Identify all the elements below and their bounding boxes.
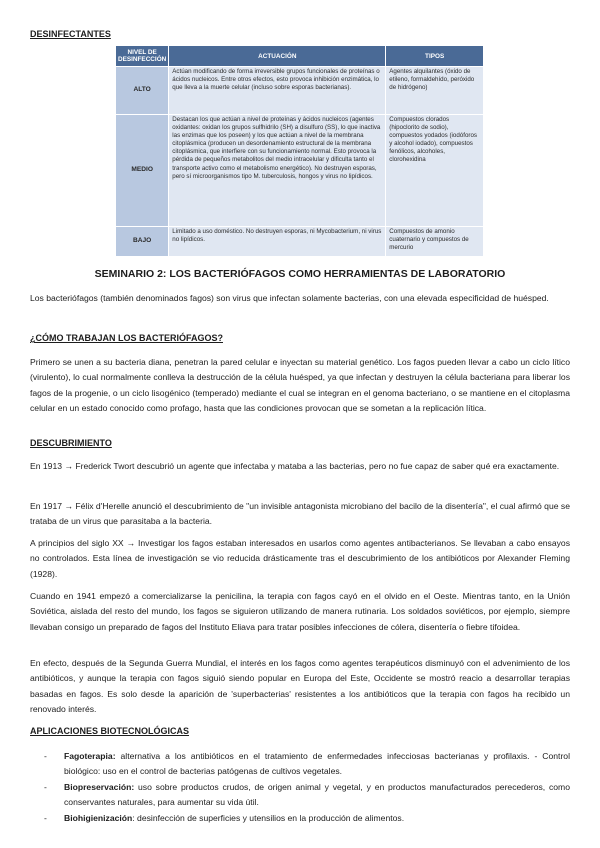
bullet-dash: - (44, 812, 47, 823)
discovery-paragraph: Cuando en 1941 empezó a comercializarse la penicilina, la terapia con fagos cayó en el olvido en el Oeste. Mientras tanto, en la Unión Soviética, aislada del resto del mundo, los fagos se siguieron utilizando de manera rutinaria. Los soldados soviéticos, por ejemplo, siempre llevaban consigo un preparado de fagos del Instituto Eliava para tratar posibles infecciones de cólera, disentería o fiebre tifoidea. (30, 591, 570, 632)
applications-list (30, 749, 570, 826)
bullet-dash: - (44, 751, 47, 761)
table-row (116, 115, 484, 227)
header-level: NIVEL DE DESINFECCIÓN (116, 46, 169, 67)
row-action: Limitado a uso doméstico. No destruyen esporas, ni Mycobacterium, ni virus no lipídicos. (169, 227, 386, 257)
desinfectantes-heading: DESINFECTANTES (30, 29, 111, 39)
discovery-paragraph: En 1913 → Frederick Twort descubrió un agente que infectaba y mataba a las bacterias, pero no fue capaz de saber qué era exactamente. (30, 461, 560, 471)
list-item (30, 811, 570, 826)
item-text: uso sobre productos crudos, de origen animal y vegetal, y en productos manufacturados perecederos, como conservantes naturales, para aumentar su vida útil. (64, 781, 570, 808)
row-types: Compuestos clorados (hipoclorito de sodio), compuestos yodados (iodóforos y alcohol iodado), compuestos fenólicos, alcoholes, clorohexidina (386, 115, 484, 227)
list-item (30, 780, 570, 811)
row-level: BAJO (116, 227, 169, 257)
header-types: TIPOS (386, 46, 484, 67)
item-term: Fagoterapia: (64, 751, 116, 761)
discovery-paragraph: En 1917 → Félix d'Herelle anunció el descubrimiento de "un invisible antagonista microbiano del bacilo de la disentería", el cual afirmó que se trataba de un virus que parasitaba a la bacteria. (30, 501, 570, 527)
item-text: : desinfección de superficies y utensilios en la producción de alimentos. (132, 812, 405, 823)
item-term: Biopreservación: (64, 781, 135, 792)
how-paragraph: Primero se unen a su bacteria diana, penetran la pared celular e inyectan su material genético. Los fagos pueden llevar a cabo un ciclo lítico (virulento), lo cual normalmente conlleva la destrucción de la célula huésped, ya que infectan y destruyen la célula bacteriana para liberar los fagos de la progenie, o un ciclo lisogénico (temperado) mediante el cual se integran en el genoma bacteriano, o se mantiene en el citoplasma celular en un estado conocido como profago, hasta que las condiciones provocan que se sometan a la replicación lítica. (30, 357, 570, 414)
intro-paragraph: Los bacteriófagos (también denominados fagos) son virus que infectan solamente bacterias, con una elevada especificidad de huésped. (30, 293, 549, 303)
row-action: Destacan los que actúan a nivel de proteínas y ácidos nucleicos (agentes oxidantes: oxidan los grupos sulfhidrilo (SH) a disulfuro (SS), lo que inactiva las enzimas que los poseen) y los que actúan a nivel de la membrana citoplásmica (producen un desordenamiento estructural de la membrana citoplásmica, que interfiere con su funcionamiento normal. Esto provoca la pérdida de pequeños metabolitos del medio intracelular y dificulta tanto el transporte activo como el metabolismo energético). No destruyen esporas, pero sí microorganismos tipo M. tuberculosis, hongos y virus no lipídicos. (169, 115, 386, 227)
table-row (116, 67, 484, 115)
discovery-heading: DESCUBRIMIENTO (30, 438, 112, 448)
item-term: Biohigienización (64, 812, 133, 823)
discovery-paragraph: A principios del siglo XX → Investigar los fagos estaban interesados en usarlos como agentes antibacterianos. Se llevaban a cabo ensayos no controlados. Esta línea de investigación se vio reducida drásticamente tras el descubrimiento de los antibióticos por Alexander Fleming (1928). (30, 538, 570, 579)
row-level: ALTO (116, 67, 169, 115)
row-types: Compuestos de amonio cuaternario y compuestos de mercurio (386, 227, 484, 257)
table-row (116, 227, 484, 257)
header-action: ACTUACIÓN (169, 46, 386, 67)
row-types: Agentes alquilantes (óxido de etileno, formaldehído, peróxido de hidrógeno) (386, 67, 484, 115)
row-action: Actúan modificando de forma irreversible grupos funcionales de proteínas o ácidos nucleicos. Entre otros efectos, esto provoca inhibición enzimática, lo que lleva a la muerte celular (incluso sobre esporas bacterianas). (169, 67, 386, 115)
seminar-title: SEMINARIO 2: LOS BACTERIÓFAGOS COMO HERRAMIENTAS DE LABORATORIO (94, 268, 506, 280)
how-heading: ¿CÓMO TRABAJAN LOS BACTERIÓFAGOS? (30, 333, 223, 343)
discovery-paragraph: En efecto, después de la Segunda Guerra Mundial, el interés en los fagos como agentes terapéuticos disminuyó con el advenimiento de los antibióticos, y aunque la terapia con fagos siguió siendo popular en Europa del Este, Occidente se mostró reacio a desarrollar terapias basadas en fagos. Es solo desde la aparición de 'superbacterias' resistentes a los antibióticos que la terapia con fagos ha recibido un renovado interés. (30, 658, 570, 715)
applications-heading: APLICACIONES BIOTECNOLÓGICAS (30, 726, 190, 736)
desinfectantes-table (115, 45, 484, 257)
row-level: MEDIO (116, 115, 169, 227)
table-header-row (116, 46, 484, 67)
bullet-dash: - (44, 781, 47, 792)
list-item (30, 749, 570, 780)
item-text: alternativa a los antibióticos en el tratamiento de enfermedades infecciosas bacterianas y profilaxis. - Control biológico: uso en el control de bacterias patógenas de cultivos vegetales. (64, 751, 570, 777)
